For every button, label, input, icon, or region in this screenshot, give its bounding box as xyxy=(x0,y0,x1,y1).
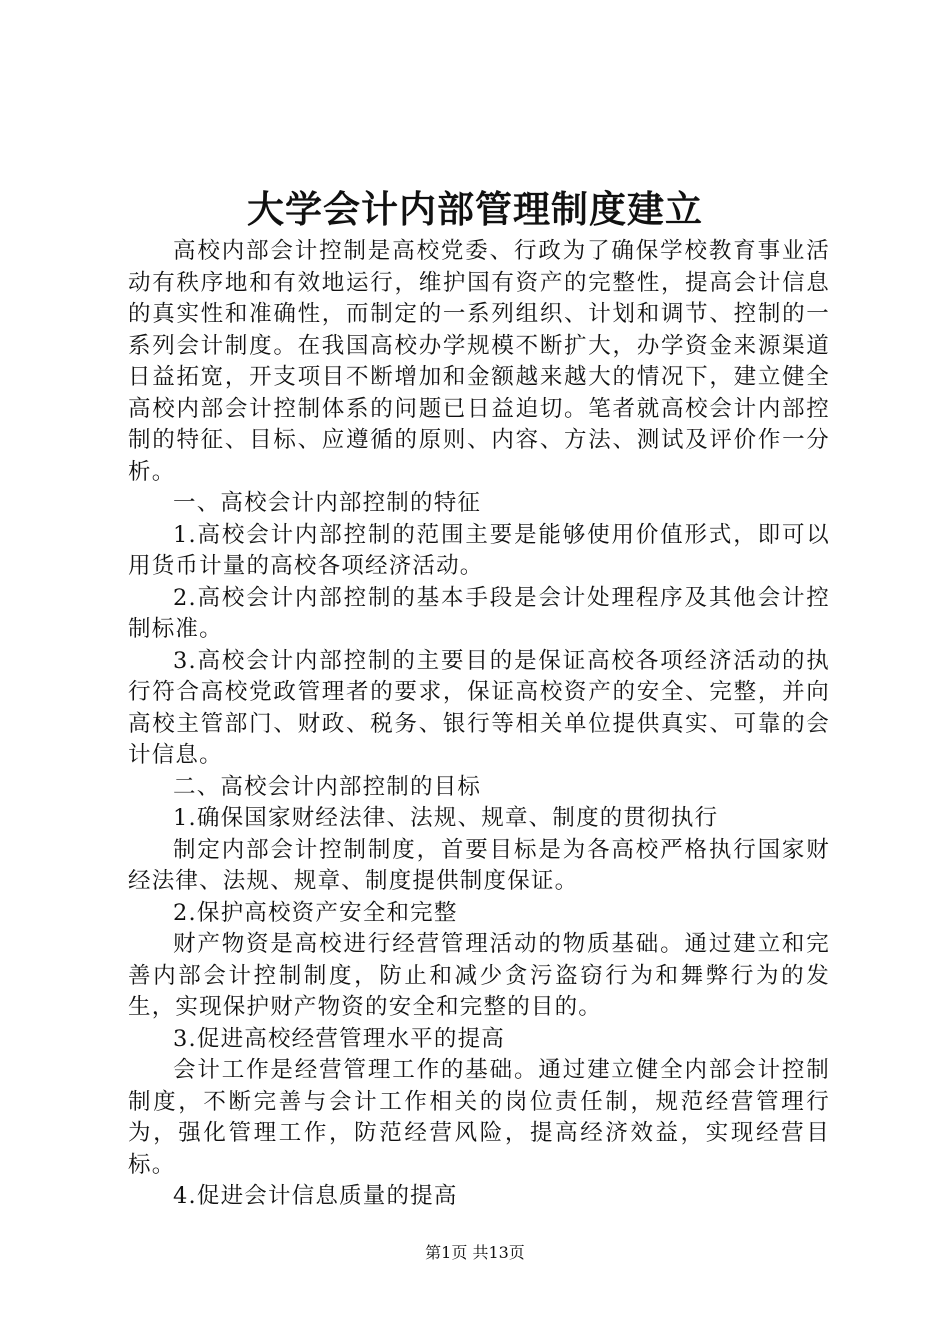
paragraph-1-2: 2.高校会计内部控制的基本手段是会计处理程序及其他会计控制标准。 xyxy=(128,584,830,642)
page-number-footer: 第1页 共13页 xyxy=(425,1243,525,1262)
subheading-2-3: 3.促进高校经营管理水平的提高 xyxy=(173,1025,505,1052)
paragraph-2-3: 会计工作是经营管理工作的基础。通过建立健全内部会计控制制度，不断完善与会计工作相关的岗位责任制，规范经营管理行为，强化管理工作，防范经营风险，提高经济效益，实现经营目标。 xyxy=(128,1057,830,1178)
subheading-2-2: 2.保护高校资产安全和完整 xyxy=(173,899,458,926)
document-body xyxy=(128,236,830,1213)
heading-section-1: 一、高校会计内部控制的特征 xyxy=(173,490,482,516)
subheading-2-1: 1.确保国家财经法律、法规、规章、制度的贯彻执行 xyxy=(173,805,719,831)
paragraph-1-1: 1.高校会计内部控制的范围主要是能够使用价值形式，即可以用货币计量的高校各项经济活动。 xyxy=(128,521,830,579)
paragraph-2-1: 制定内部会计控制制度，首要目标是为各高校严格执行国家财经法律、法规、规章、制度提供制度保证。 xyxy=(128,836,830,894)
subheading-2-4: 4.促进会计信息质量的提高 xyxy=(173,1183,458,1209)
heading-section-2: 二、高校会计内部控制的目标 xyxy=(173,773,482,800)
paragraph-1-3: 3.高校会计内部控制的主要目的是保证高校各项经济活动的执行符合高校党政管理者的要求，保证高校资产的安全、完整，并向高校主管部门、财政、税务、银行等相关单位提供真实、可靠的会计信息。 xyxy=(128,647,830,768)
document-title: 大学会计内部管理制度建立 xyxy=(247,187,703,231)
paragraph-2-2: 财产物资是高校进行经营管理活动的物质基础。通过建立和完善内部会计控制制度，防止和减少贪污盗窃行为和舞弊行为的发生，实现保护财产物资的安全和完整的目的。 xyxy=(128,931,830,1020)
paragraph-intro: 高校内部会计控制是高校党委、行政为了确保学校教育事业活动有秩序地和有效地运行，维护国有资产的完整性，提高会计信息的真实性和准确性，而制定的一系列组织、计划和调节、控制的一系列会计制度。在我国高校办学规模不断扩大，办学资金来源渠道日益拓宽，开支项目不断增加和金额越来越大的情况下，建立健全高校内部会计控制体系的问题已日益迫切。笔者就高校会计内部控制的特征、目标、应遵循的原则、内容、方法、测试及评价作一分析。 xyxy=(128,238,830,485)
